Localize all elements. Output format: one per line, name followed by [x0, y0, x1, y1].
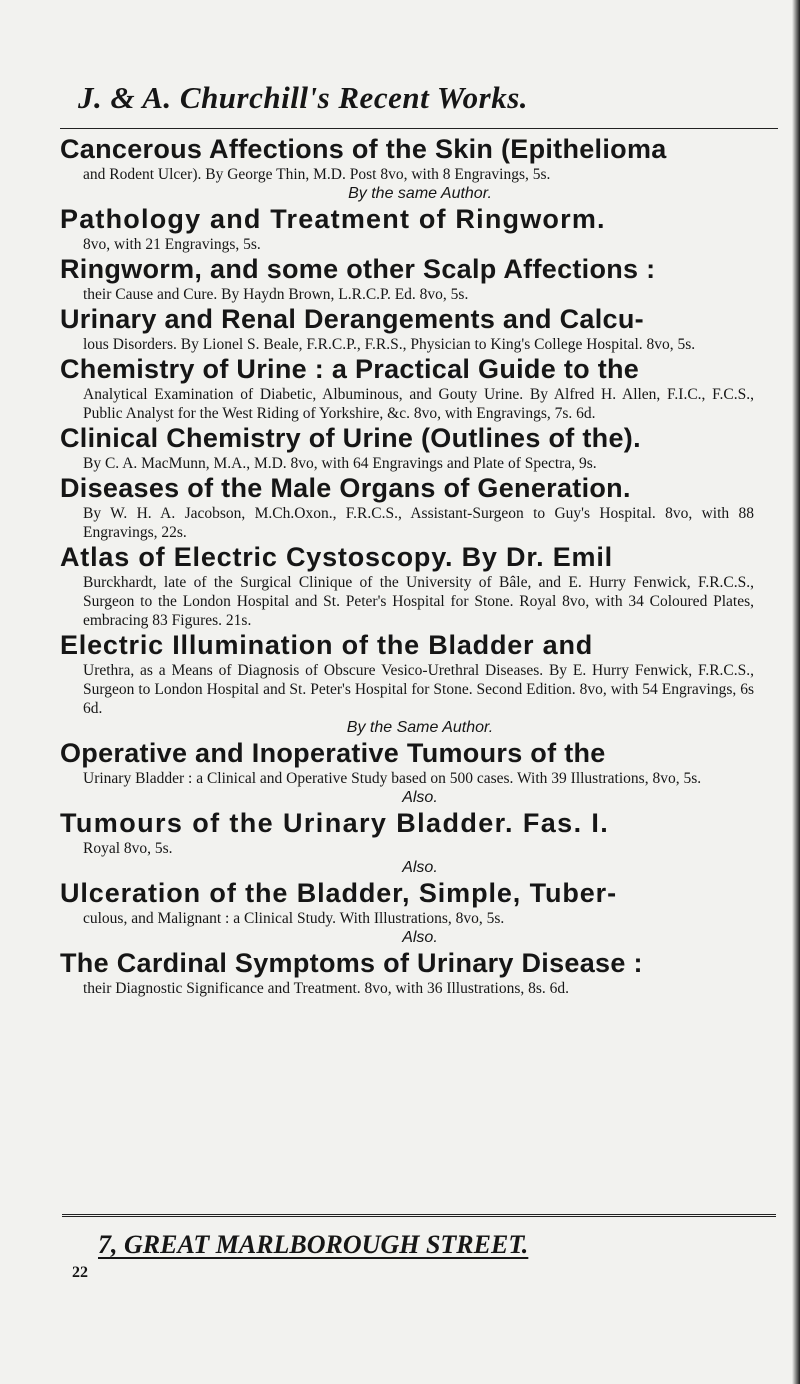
book-entry	[60, 423, 780, 473]
book-entry	[60, 542, 780, 630]
book-title: Ulceration of the Bladder, Simple, Tuber-	[60, 878, 617, 908]
book-note: Also.	[402, 789, 438, 806]
book-description: their Cause and Cure. By Haydn Brown, L.R.C.P. Ed. 8vo, 5s.	[83, 286, 469, 303]
book-entry	[60, 304, 780, 354]
book-title: Electric Illumination of the Bladder and	[60, 630, 594, 660]
book-entry	[60, 808, 780, 878]
header-rule	[60, 128, 778, 129]
book-entry	[60, 738, 780, 808]
book-description: lous Disorders. By Lionel S. Beale, F.R.C.P., F.R.S., Physician to King's College Hospital. 8vo, 5s.	[83, 336, 696, 353]
book-description: Analytical Examination of Diabetic, Albuminous, and Gouty Urine. By Alfred H. Allen, F.I.C., F.C.S., Public Analyst for the West Riding of Yorkshire, &c. 8vo, with Engravings, 7s. 6d.	[83, 386, 754, 422]
book-entry	[60, 134, 780, 204]
book-entry	[60, 948, 780, 998]
book-title: Operative and Inoperative Tumours of the	[60, 738, 606, 768]
book-description: 8vo, with 21 Engravings, 5s.	[83, 236, 261, 253]
book-entry	[60, 254, 780, 304]
book-title: Urinary and Renal Derangements and Calcu-	[60, 304, 644, 334]
page-header: J. & A. Churchill's Recent Works.	[78, 80, 529, 115]
book-title: Atlas of Electric Cystoscopy. By Dr. Emil	[60, 542, 613, 572]
book-description: By W. H. A. Jacobson, M.Ch.Oxon., F.R.C.S., Assistant-Surgeon to Guy's Hospital. 8vo, with 88 Engravings, 22s.	[83, 505, 754, 541]
book-note: Also.	[402, 859, 438, 876]
book-title: Ringworm, and some other Scalp Affections :	[60, 254, 656, 284]
book-note: By the Same Author.	[346, 719, 494, 736]
book-title: Tumours of the Urinary Bladder. Fas. I.	[60, 808, 610, 838]
book-description: their Diagnostic Significance and Treatment. 8vo, with 36 Illustrations, 8s. 6d.	[83, 980, 570, 997]
footer-rule	[62, 1214, 776, 1217]
book-entry	[60, 630, 780, 738]
publisher-address: 7, GREAT MARLBOROUGH STREET.	[98, 1230, 529, 1259]
book-description: Royal 8vo, 5s.	[83, 840, 173, 857]
book-description: Urinary Bladder : a Clinical and Operative Study based on 500 cases. With 39 Illustrations, 8vo, 5s.	[83, 770, 702, 787]
book-title: Chemistry of Urine : a Practical Guide to the	[60, 354, 640, 384]
book-description: and Rodent Ulcer). By George Thin, M.D. Post 8vo, with 8 Engravings, 5s.	[83, 166, 551, 183]
book-title: Cancerous Affections of the Skin (Epithelioma	[60, 134, 667, 164]
page-number: 22	[72, 1264, 88, 1281]
book-title: The Cardinal Symptoms of Urinary Disease :	[60, 948, 643, 978]
book-title: Diseases of the Male Organs of Generation.	[60, 473, 631, 503]
book-note: By the same Author.	[348, 185, 492, 202]
book-entry	[60, 473, 780, 542]
book-description: By C. A. MacMunn, M.A., M.D. 8vo, with 64 Engravings and Plate of Spectra, 9s.	[83, 455, 597, 472]
book-list	[60, 134, 780, 998]
book-title: Pathology and Treatment of Ringworm.	[60, 204, 606, 234]
book-note: Also.	[402, 929, 438, 946]
book-entry	[60, 204, 780, 254]
page-edge-shadow	[792, 0, 800, 1384]
book-description: culous, and Malignant : a Clinical Study. With Illustrations, 8vo, 5s.	[83, 910, 505, 927]
book-title: Clinical Chemistry of Urine (Outlines of the).	[60, 423, 641, 453]
book-description: Urethra, as a Means of Diagnosis of Obscure Vesico-Urethral Diseases. By E. Hurry Fenwick, F.R.C.S., Surgeon to London Hospital and St. Peter's Hospital for Stone. Second Edition. 8vo, with 54 Engravings, 6s 6d.	[83, 662, 754, 717]
book-entry	[60, 878, 780, 948]
book-entry	[60, 354, 780, 423]
book-description: Burckhardt, late of the Surgical Clinique of the University of Bâle, and E. Hurry Fenwick, F.R.C.S., Surgeon to the London Hospital and St. Peter's Hospital for Stone. Royal 8vo, with 34 Coloured Plates, embracing 83 Figures. 21s.	[83, 574, 754, 629]
